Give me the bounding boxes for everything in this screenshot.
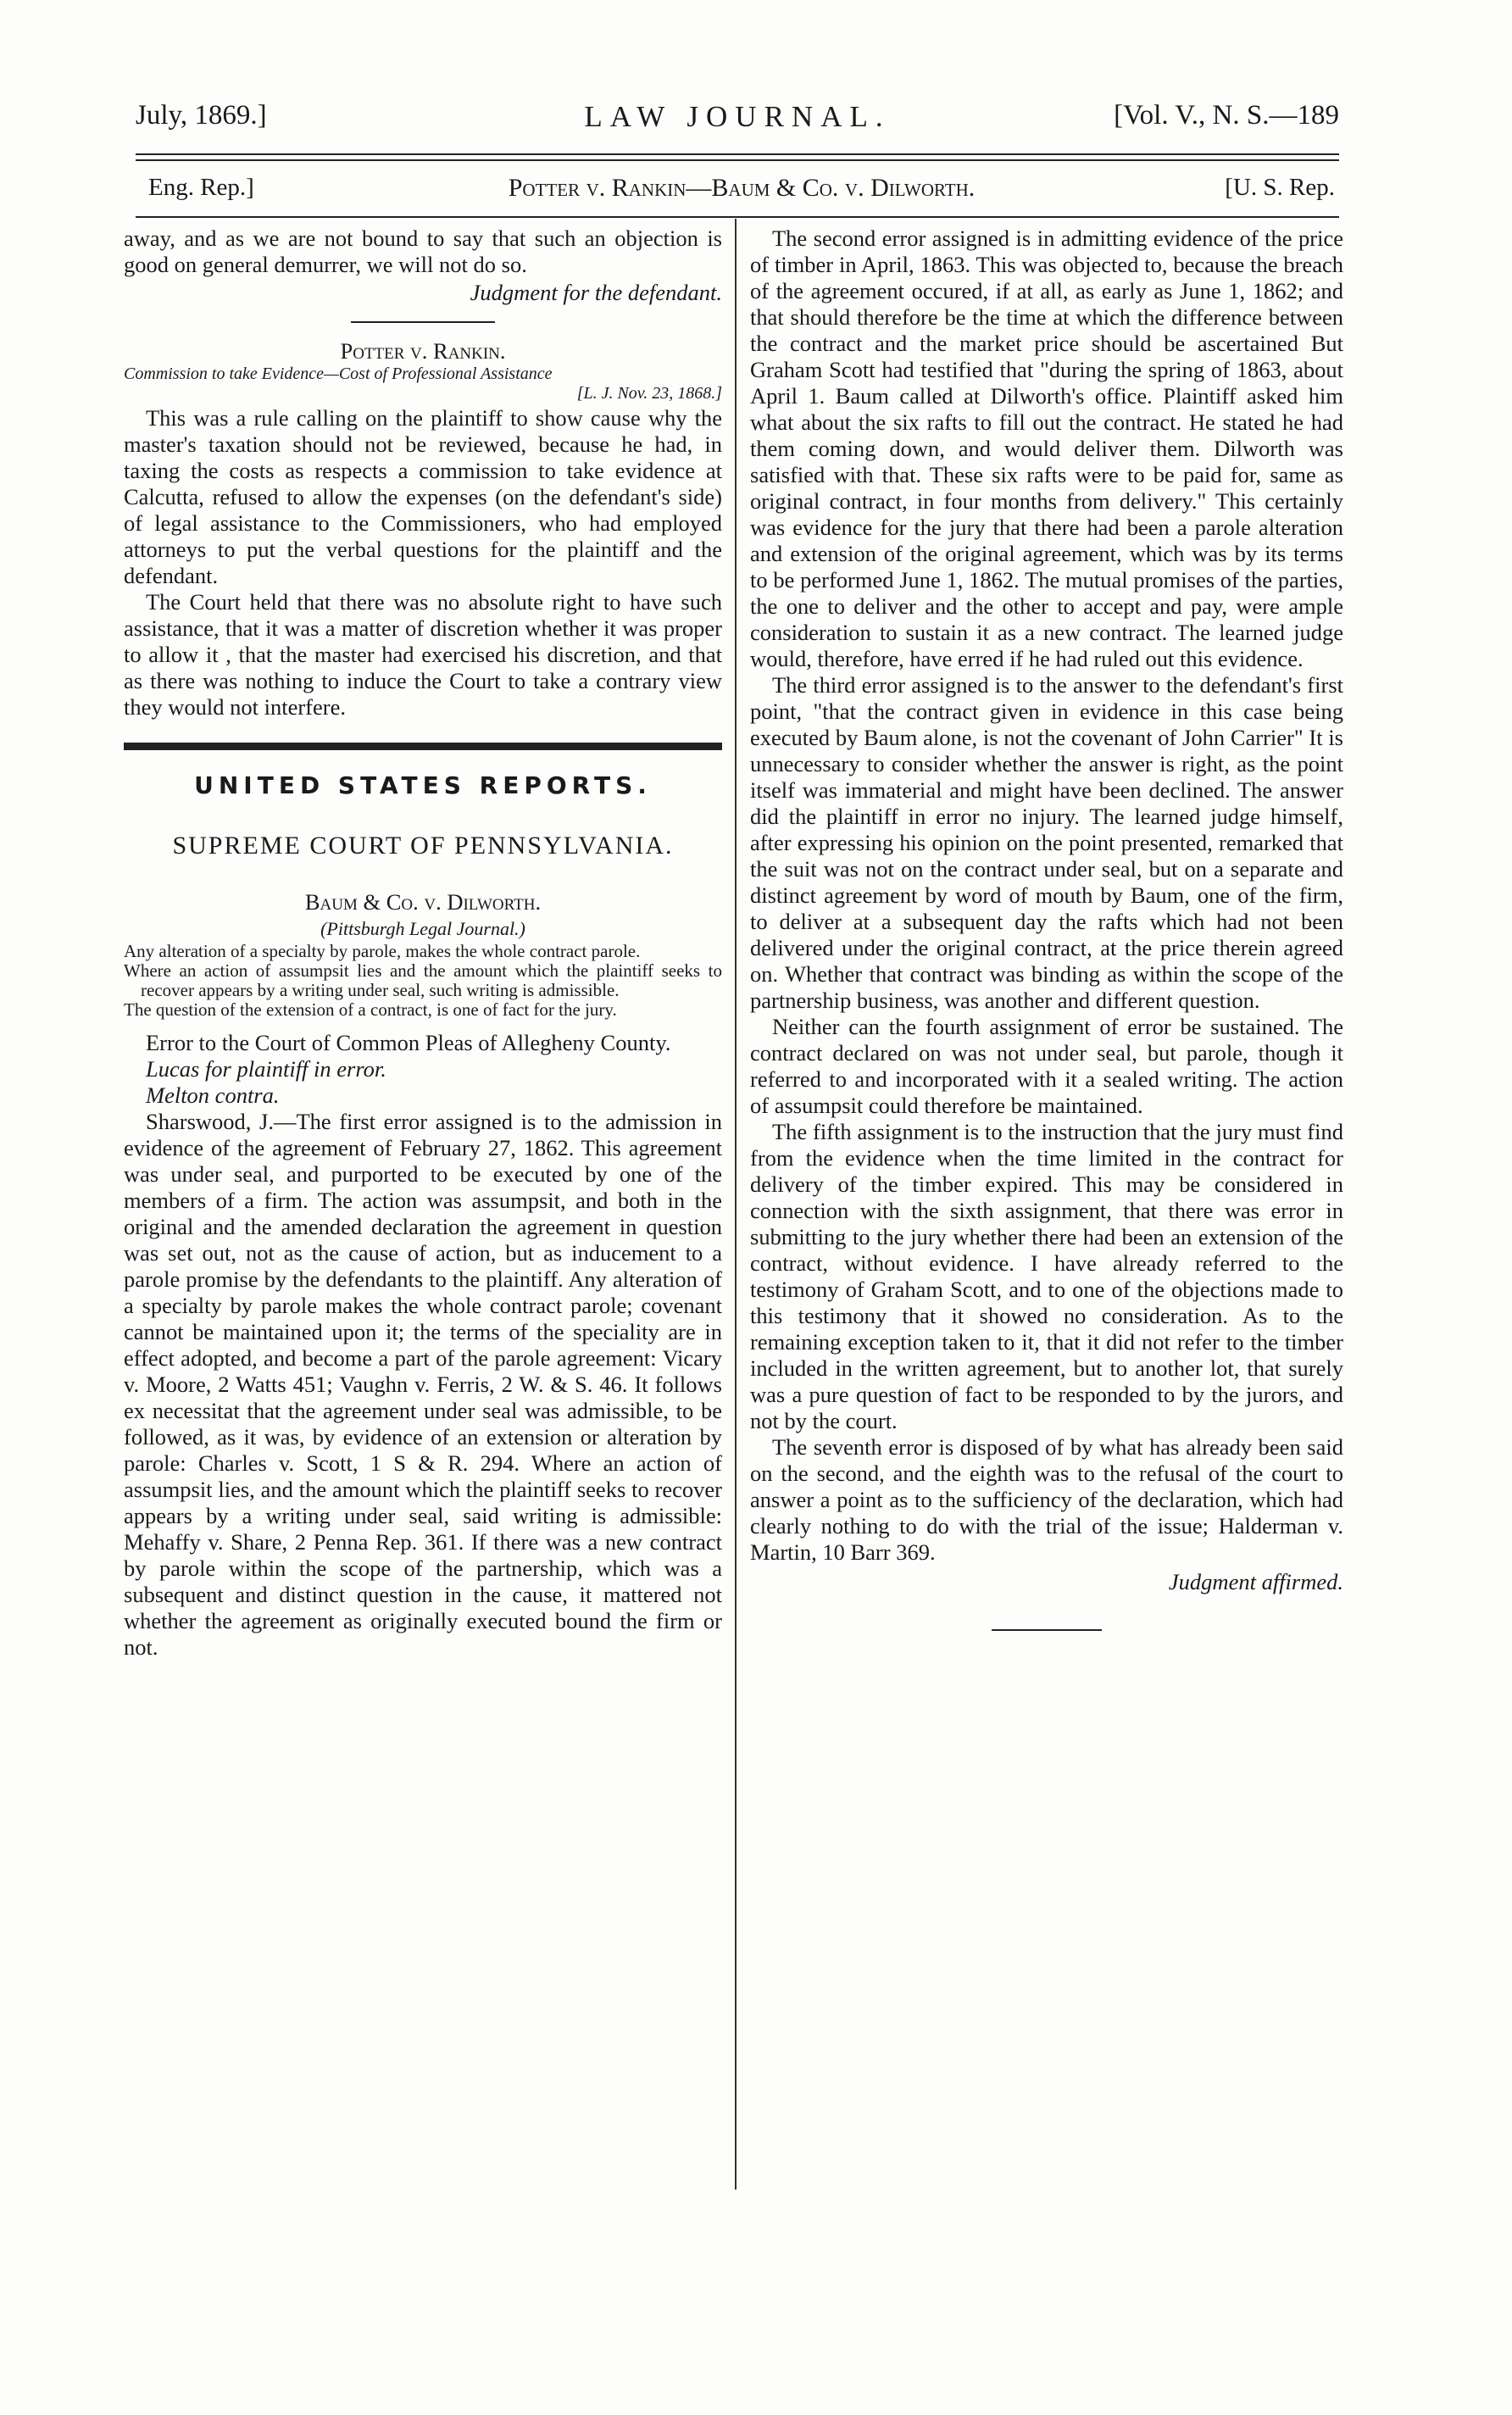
header-journal-title: LAW JOURNAL. [584, 100, 891, 133]
right-column [750, 225, 1343, 1631]
header-date: July, 1869.] [136, 100, 267, 131]
judgment-line: Judgment for the defendant. [470, 280, 722, 305]
error-line: Error to the Court of Common Pleas of Allegheny County. [146, 1030, 671, 1055]
case-source: (Pittsburgh Legal Journal.) [320, 918, 525, 939]
headnote: Where an action of assumpsit lies and the amount which the plaintiff seeks to recover appears by a writing under seal, such writing is admissible. [124, 960, 722, 1000]
headnote: The question of the extension of a contract, is one of fact for the jury. [124, 999, 617, 1020]
paragraph: The Court held that there was no absolute right to have such assistance, that it was a matter of discretion whether it was proper to allow it , that the master had exercised his discretion, and that as there was nothing to induce the Court to take a contrary view they would not interfere. [124, 589, 722, 720]
counsel-plaintiff: Lucas for plaintiff in error. [146, 1056, 386, 1082]
left-column [124, 225, 722, 1661]
court-heading: SUPREME COURT OF PENNSYLVANIA. [172, 832, 674, 860]
paragraph: Neither can the fourth assignment of error be sustained. The contract declared on was not under seal, but parole, though it referred to and incorporated with it a sealed writing. The action of assumpsit could therefore be maintained. [750, 1014, 1343, 1118]
end-rule [992, 1629, 1102, 1631]
counsel-defendant: Melton contra. [146, 1082, 280, 1108]
case-subject: Commission to take Evidence—Cost of Professional Assistance [124, 364, 553, 383]
header-volume: [Vol. V., N. S.—189 [1114, 100, 1339, 131]
paragraph: The fifth assignment is to the instruction that the jury must find from the evidence when the time limited in the contract for delivery of the timber expired. This may be considered in connection with the sixth assignment, that there was error in submitting to the jury whether there had been an extension of the contract, without evidence. I have already referred to the testimony of Graham Scott, and to one of the objections made to this testimony that it showed no consideration. As to the remaining exception taken to it, that it did not refer to the timber included in the written agreement, but to another lot, that surely was a pure question of fact to be responded to by the jurors, and not by the court. [750, 1119, 1343, 1433]
case-citation: [L. J. Nov. 23, 1868.] [576, 384, 722, 403]
paragraph: The third error assigned is to the answer to the defendant's first point, "that the contract given in evidence in this case being executed by Baum alone, is not the covenant of John Carrier" It is unnecessary to consider whether the answer is right, as the point itself was immaterial and might have been declined. The answer did the plaintiff in error no injury. The learned judge himself, after expressing his opinion on the point presented, remarked that the suit was not on the contract under seal, but on a separate and distinct agreement by word of mouth by Baum, one of the firm, to deliver at a subsequent day the rafts which had not been delivered under the original contract, at the price therein agreed on. Whether that contract was binding as within the scope of the partnership business, was another and different question. [750, 672, 1343, 1013]
paragraph: The second error assigned is in admitting evidence of the price of timber in April, 1863. This was objected to, because the breach of the agreement occured, if at all, as early as June 1, 1862; and that should therefore be the time at which the difference between the contract and the market price should be ascertained But Graham Scott had testified that "during the spring of 1863, about April 1. Baum called at Dilworth's office. Plaintiff asked him what about the six rafts to fill out the contract. He stated he had them coming down, and would deliver them. Dilworth was satisfied with that. These six rafts were to be paid for, same as original contract, in four months from delivery." This certainly was evidence for the jury that there had been a parole alteration and extension of the original agreement, which was by its terms to be performed June 1, 1862. The mutual promises of the parties, the one to deliver and the other to accept and pay, were ample consideration to sustain it as a new contract. The learned judge would, therefore, have erred if he had ruled out this evidence. [750, 225, 1343, 671]
left-reporter: Eng. Rep.] [148, 174, 254, 201]
right-reporter: [U. S. Rep. [1225, 174, 1335, 201]
headnote: Any alteration of a specialty by parole, makes the whole contract parole. [124, 941, 641, 961]
case-titles: Potter v. Rankin—Baum & Co. v. Dilworth. [508, 174, 976, 202]
continued-text: away, and as we are not bound to say that such an objection is good on general demurrer, we will not do so. [124, 225, 722, 277]
paragraph: The seventh error is disposed of by what has already been said on the second, and the eighth was to the refusal of the court to answer a point as to the sufficiency of the declaration, which had clearly nothing to do with the trial of the issue; Halderman v. Martin, 10 Barr 369. [750, 1434, 1343, 1565]
case-title-potter: Potter v. Rankin. [340, 338, 506, 364]
paragraph: This was a rule calling on the plaintiff to show cause why the master's taxation should not be reviewed, because he had, in taxing the costs as respects a commission to take evidence at Calcutta, refused to allow the expenses (on the defendant's side) of legal assistance to the Commissioners, who had employed attorneys to put the verbal questions for the plaintiff and the defendant. [124, 405, 722, 588]
running-header [136, 100, 1339, 151]
section-heading: UNITED STATES REPORTS. [194, 771, 652, 799]
judgment-line: Judgment affirmed. [1168, 1569, 1343, 1594]
case-header [148, 174, 1335, 211]
column-divider [735, 219, 737, 2190]
case-title-baum: Baum & Co. v. Dilworth. [304, 889, 542, 915]
header-double-rule [136, 153, 1339, 161]
section-rule [124, 743, 722, 750]
short-rule [351, 321, 495, 323]
opinion-text: Sharswood, J.—The first error assigned is to the admission in evidence of the agreement of February 27, 1862. This agreement was under seal, and purported to be executed by one of the members of a firm. The action was assumpsit, and both in the original and the amended declaration the agreement in question was set out, not as the cause of action, but as inducement to a parole promise by the defendants to the plaintiff. Any alteration of a specialty by parole makes the whole contract parole; covenant cannot be maintained upon it; the terms of the speciality are in effect adopted, and become a part of the parole agreement: Vicary v. Moore, 2 Watts 451; Vaughn v. Ferris, 2 W. & S. 46. It follows ex necessitat that the agreement under seal was admissible, to be followed, as it was, by evidence of an extension or alteration by parole: Charles v. Scott, 1 S & R. 294. Where an action of assumpsit lies, and the amount which the plaintiff seeks to recover appears by a writing under seal, said writing is admissible: Mehaffy v. Share, 2 Penna Rep. 361. If there was a new contract by parole within the scope of the partnership, which was a subsequent and distinct question in the cause, it mattered not whether the agreement as originally executed bound the firm or not. [124, 1109, 722, 1660]
case-header-rule [136, 216, 1339, 218]
